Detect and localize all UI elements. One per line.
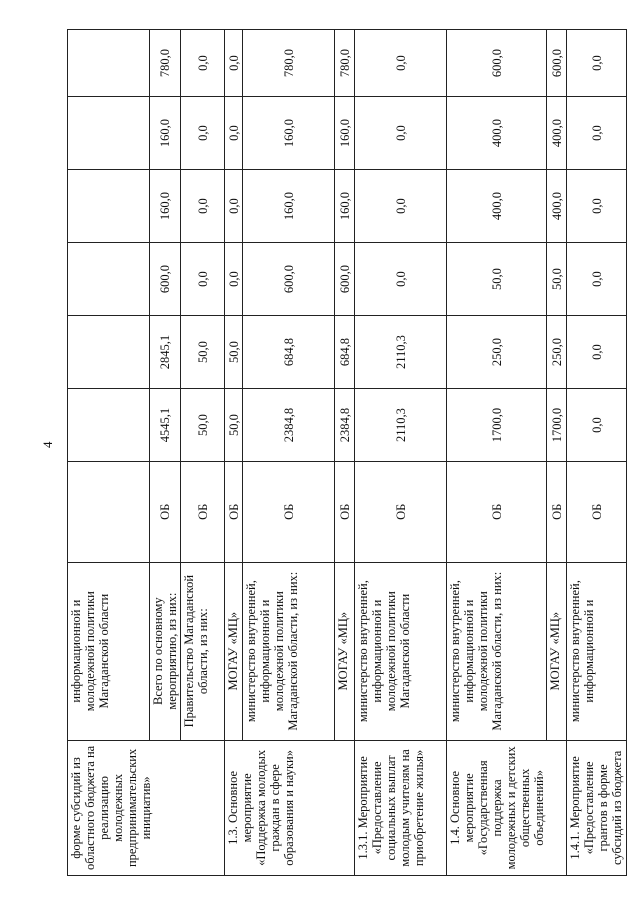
amount-cell: 0,0	[567, 316, 627, 389]
amount-cell: 0,0	[225, 243, 243, 316]
amount-cell: 780,0	[243, 30, 335, 97]
funding-source-cell: ОБ	[335, 462, 355, 563]
amount-cell: 400,0	[447, 170, 547, 243]
amount-cell: 0,0	[225, 30, 243, 97]
amount-cell: 600,0	[547, 30, 567, 97]
executor-cell: МОГАУ «МЦ»	[547, 562, 567, 740]
amount-cell: 600,0	[243, 243, 335, 316]
amount-cell: 50,0	[225, 316, 243, 389]
funding-source-cell: ОБ	[181, 462, 225, 563]
amount-cell: 1700,0	[547, 389, 567, 462]
amount-cell	[68, 30, 150, 97]
amount-cell: 0,0	[567, 30, 627, 97]
executor-cell: министерство внутренней, информационной и	[567, 562, 627, 740]
activity-name-cell: 1.3. Основное мероприятие «Поддержка молодых граждан в сфере образования и науки»	[225, 740, 355, 875]
amount-cell: 250,0	[447, 316, 547, 389]
amount-cell: 160,0	[243, 97, 335, 170]
amount-cell: 160,0	[243, 170, 335, 243]
amount-cell: 0,0	[355, 243, 447, 316]
amount-cell: 2110,3	[355, 389, 447, 462]
amount-cell: 1700,0	[447, 389, 547, 462]
amount-cell: 2110,3	[355, 316, 447, 389]
table-row	[447, 30, 547, 876]
amount-cell: 0,0	[225, 170, 243, 243]
amount-cell	[68, 316, 150, 389]
amount-cell: 50,0	[447, 243, 547, 316]
amount-cell: 2384,8	[243, 389, 335, 462]
executor-cell: министерство внутренней, информационной и молодежной политики Магаданской области, из них:	[243, 562, 335, 740]
amount-cell	[68, 170, 150, 243]
amount-cell: 50,0	[547, 243, 567, 316]
amount-cell: 160,0	[150, 97, 181, 170]
executor-cell: Правительство Магаданской области, из них:	[181, 562, 225, 740]
amount-cell: 400,0	[547, 97, 567, 170]
amount-cell: 50,0	[181, 316, 225, 389]
activity-name-cell: 1.3.1. Мероприятие «Предоставление социальных выплат молодым учителям на приобретение жилья»	[355, 740, 447, 875]
amount-cell: 684,8	[243, 316, 335, 389]
amount-cell: 160,0	[335, 97, 355, 170]
funding-source-cell: ОБ	[447, 462, 547, 563]
amount-cell: 2384,8	[335, 389, 355, 462]
executor-cell: министерство внутренней, информационной и молодежной политики Магаданской области	[355, 562, 447, 740]
amount-cell: 780,0	[335, 30, 355, 97]
funding-source-cell: ОБ	[150, 462, 181, 563]
funding-source-cell: ОБ	[547, 462, 567, 563]
program-funding-table	[67, 29, 627, 876]
executor-cell: министерство внутренней, информационной и молодежной политики Магаданской области, из них:	[447, 562, 547, 740]
amount-cell: 0,0	[567, 170, 627, 243]
amount-cell: 400,0	[547, 170, 567, 243]
funding-source-cell: ОБ	[567, 462, 627, 563]
amount-cell: 0,0	[567, 389, 627, 462]
amount-cell: 160,0	[335, 170, 355, 243]
executor-cell: МОГАУ «МЦ»	[225, 562, 243, 740]
amount-cell: 0,0	[355, 170, 447, 243]
amount-cell: 250,0	[547, 316, 567, 389]
table-row	[567, 30, 627, 876]
amount-cell: 0,0	[181, 30, 225, 97]
amount-cell: 0,0	[181, 243, 225, 316]
amount-cell: 0,0	[181, 170, 225, 243]
table-row	[68, 30, 150, 876]
amount-cell	[68, 243, 150, 316]
funding-source-cell: ОБ	[355, 462, 447, 563]
activity-name-cell: 1.4. Основное мероприятие «Государственная поддержка молодежных и детских общественных объединений»	[447, 740, 567, 875]
amount-cell: 0,0	[181, 97, 225, 170]
amount-cell: 0,0	[567, 243, 627, 316]
activity-name-cell: форме субсидий из областного бюджета на реализацию молодежных предпринимательских инициатив»	[68, 740, 225, 875]
amount-cell: 50,0	[181, 389, 225, 462]
amount-cell: 0,0	[355, 97, 447, 170]
funding-source-cell	[68, 462, 150, 563]
amount-cell	[68, 97, 150, 170]
amount-cell: 4545,1	[150, 389, 181, 462]
amount-cell: 600,0	[150, 243, 181, 316]
amount-cell: 780,0	[150, 30, 181, 97]
page-number: 4	[40, 441, 55, 448]
amount-cell: 600,0	[335, 243, 355, 316]
amount-cell: 2845,1	[150, 316, 181, 389]
activity-name-cell: 1.4.1. Мероприятие «Предоставление грантов в форме субсидий из бюджета	[567, 740, 627, 875]
funding-source-cell: ОБ	[225, 462, 243, 563]
table-row	[355, 30, 447, 876]
amount-cell: 0,0	[225, 97, 243, 170]
amount-cell	[68, 389, 150, 462]
amount-cell: 0,0	[567, 97, 627, 170]
table-row	[225, 30, 243, 876]
funding-source-cell: ОБ	[243, 462, 335, 563]
executor-cell: информационной и молодежной политики Магаданской области	[68, 562, 150, 740]
amount-cell: 0,0	[355, 30, 447, 97]
amount-cell: 684,8	[335, 316, 355, 389]
amount-cell: 160,0	[150, 170, 181, 243]
amount-cell: 50,0	[225, 389, 243, 462]
executor-cell: Всего по основному мероприятию, из них:	[150, 562, 181, 740]
amount-cell: 600,0	[447, 30, 547, 97]
executor-cell: МОГАУ «МЦ»	[335, 562, 355, 740]
amount-cell: 400,0	[447, 97, 547, 170]
